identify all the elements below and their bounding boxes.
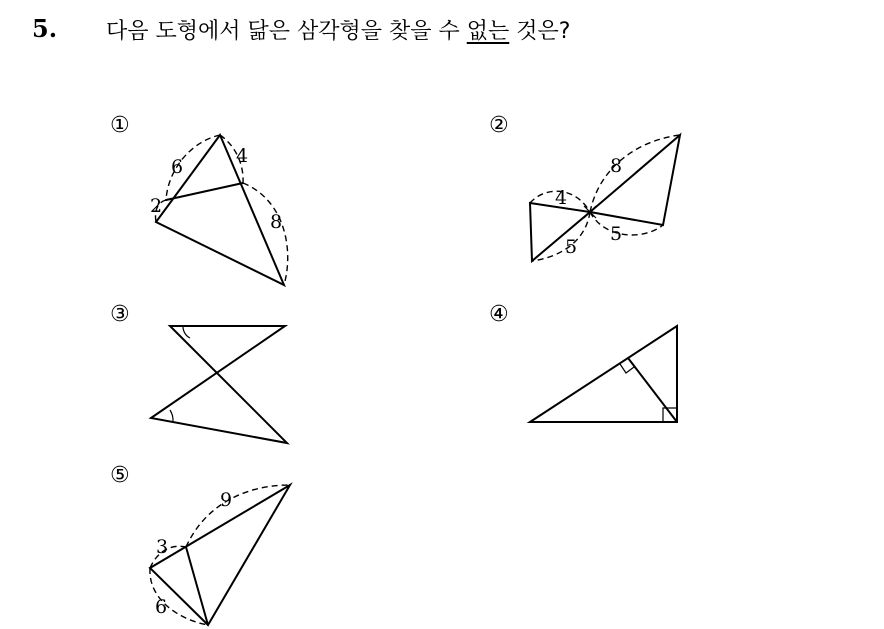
figure-3-angle-mark-bottom (170, 410, 173, 422)
figure-1-label-8: 8 (270, 211, 283, 233)
question-text-underlined: 없는 (466, 19, 510, 44)
figure-2-label-4: 4 (555, 187, 568, 209)
figure-2-label-5-left: 5 (565, 236, 578, 258)
figure-5-label-6: 6 (155, 596, 168, 618)
figure-3-bowtie (151, 326, 287, 443)
question-text-after: 것은? (509, 19, 571, 44)
figure-2-label-5-right: 5 (610, 223, 623, 245)
figure-3 (151, 326, 287, 443)
question-text-before: 다음 도형에서 닮은 삼각형을 찾을 수 (106, 19, 467, 44)
figure-4 (530, 326, 677, 422)
question-number: 5. (32, 14, 58, 43)
option-4-marker[interactable]: ④ (489, 302, 509, 327)
figure-1-label-6: 6 (171, 156, 184, 178)
figure-1 (150, 135, 288, 285)
option-5-marker[interactable]: ⑤ (110, 463, 130, 488)
figure-2-label-8: 8 (610, 155, 623, 177)
figure-3-angle-mark-top (183, 326, 190, 338)
figure-2 (530, 135, 680, 261)
option-1-marker[interactable]: ① (110, 113, 130, 138)
option-3-marker[interactable]: ③ (110, 302, 130, 327)
figure-5-label-9: 9 (220, 489, 233, 511)
figure-1-arc-8 (243, 183, 288, 285)
option-2-marker[interactable]: ② (489, 113, 509, 138)
figure-4-right-triangle (530, 326, 677, 422)
figure-1-label-2: 2 (150, 195, 163, 217)
figure-5-label-3: 3 (156, 536, 169, 558)
figure-4-right-angle-mark-altitude (620, 364, 634, 373)
figure-1-label-4: 4 (236, 145, 249, 167)
figure-5 (150, 485, 290, 625)
figure-4-altitude (628, 358, 677, 422)
